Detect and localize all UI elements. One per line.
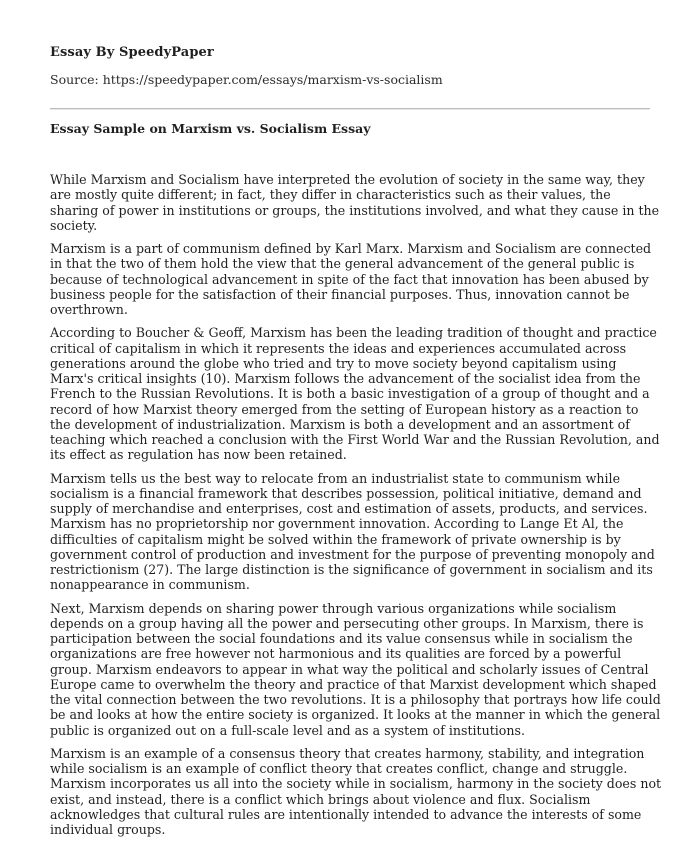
essay-paragraph-1: While Marxism and Socialism have interpreted the evolution of society in the same way, they are mostly quite different; in fact, they differ in characteristics such as their values, the sharing of power in institutions or groups, the institutions involved, and what they cause in the society. [50,172,660,233]
essay-title: Essay Sample on Marxism vs. Socialism Essay [50,121,371,136]
essay-paragraph-5: Next, Marxism depends on sharing power through various organizations while socialism depends on a group having all the power and persecuting other groups. In Marxism, there is participation between the social foundations and its value consensus while in socialism the organizations are free however not harmonious and its qualities are forced by a powerful group. Marxism endeavors to appear in what way the political and scholarly issues of Central Europe came to overwhelm the theory and practice of that Marxist development which shaped the vital connection between the two revolutions. It is a philosophy that portrays how life could be and looks at how the entire society is organized. It looks at the manner in which the general public is organized out on a full-scale level and as a system of institutions. [50,600,661,738]
essay-paragraph-6: Marxism is an example of a consensus theory that creates harmony, stability, and integration while socialism is an example of conflict theory that creates conflict, change and struggle. Marxism incorporates us all into the society while in socialism, harmony in the society does not exist, and instead, there is a conflict which brings about violence and flux. Socialism acknowledges that cultural rules are intentionally intended to advance the interests of some individual groups. [50,745,662,837]
brand-heading: Essay By SpeedyPaper [50,45,214,60]
essay-paragraph-4: Marxism tells us the best way to relocate from an industrialist state to communism while socialism is a financial framework that describes possession, political initiative, demand and supply of merchandise and enterprises, cost and estimation of assets, products, and services. Marxism has no proprietorship nor government innovation. According to Lange Et Al, the difficulties of capitalism might be solved within the framework of private ownership is by government control of production and investment for the purpose of preventing monopoly and restrictionism (27). The large distinction is the significance of government in socialism and its nonappearance in communism. [50,470,655,593]
essay-paragraph-3: According to Boucher & Geoff, Marxism has been the leading tradition of thought and practice critical of capitalism in which it represents the ideas and experiences accumulated across generations around the globe who tried and try to move society beyond capitalism using Marx's critical insights (10). Marxism follows the advancement of the socialist idea from the French to the Russian Revolutions. It is both a basic investigation of a group of thought and a record of how Marxist theory emerged from the setting of European history as a reaction to the development of industrialization. Marxism is both a development and an assortment of teaching which reached a conclusion with the First World War and the Russian Revolution, and its effect as regulation has now been retained. [50,325,660,463]
essay-paragraph-2: Marxism is a part of communism defined by Karl Marx. Marxism and Socialism are connected in that the two of them hold the view that the general advancement of the general public is because of technological advancement in spite of the fact that innovation has been abused by business people for the satisfaction of their financial purposes. Thus, innovation cannot be overthrown. [50,241,652,317]
header-divider [50,108,650,110]
source-line: Source: https://speedypaper.com/essays/marxism-vs-socialism [50,72,443,87]
essay-body [50,172,662,845]
